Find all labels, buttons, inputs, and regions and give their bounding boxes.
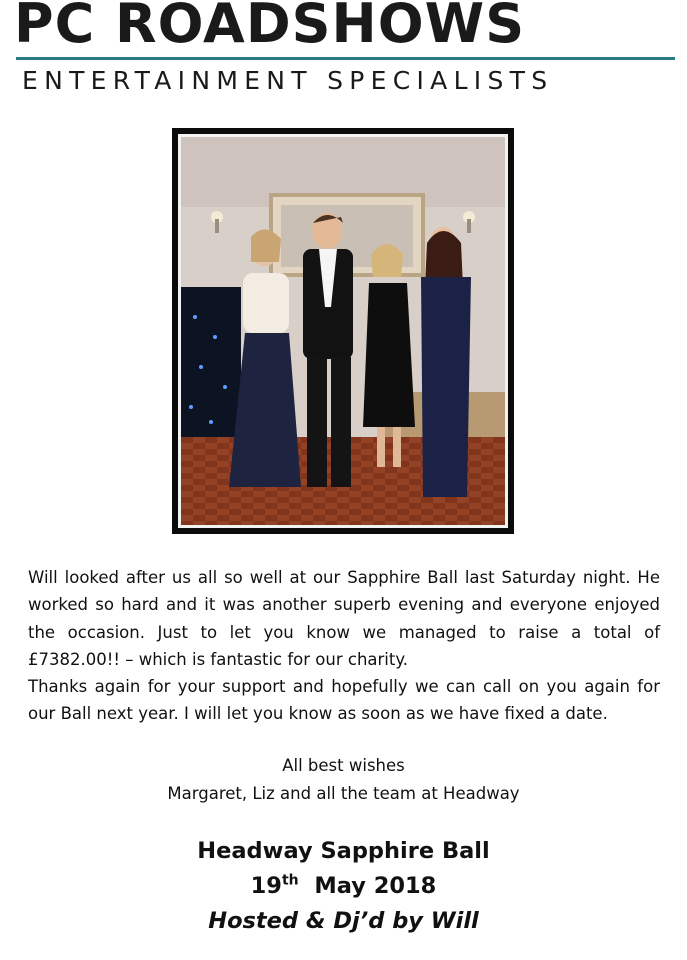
- letter-paragraph-2: Thanks again for your support and hopefully we can call on you again for our Ball next year. I will let you know as soon as we have fixed a date.: [28, 677, 660, 724]
- event-month-year: May 2018: [314, 873, 437, 899]
- brand-title: PC ROADSHOWS: [14, 0, 526, 55]
- thank-you-letter: [28, 564, 660, 728]
- group-photo-frame: [172, 128, 514, 534]
- event-day: 19: [250, 873, 282, 899]
- signatories-line: Margaret, Liz and all the team at Headway: [167, 783, 520, 803]
- event-name: Headway Sapphire Ball: [197, 838, 490, 864]
- letter-paragraph-1: Will looked after us all so well at our Sapphire Ball last Saturday night. He worked so hard and it was another superb evening and everyone enjoyed the occasion. Just to let you know we managed to raise a total of £7382.00!! – which is fantastic for our charity.: [28, 568, 660, 669]
- letter-signoff: [40, 752, 647, 807]
- group-photo-image: [181, 137, 505, 525]
- brand-divider: [16, 57, 675, 60]
- event-host: Hosted & Dj’d by Will: [208, 908, 479, 934]
- brand-tagline: ENTERTAINMENT SPECIALISTS: [22, 66, 554, 95]
- closing-line: All best wishes: [282, 756, 405, 775]
- event-details: [40, 834, 647, 939]
- event-day-suffix: th: [281, 872, 299, 889]
- group-photo: [178, 134, 508, 528]
- event-date: [40, 869, 647, 904]
